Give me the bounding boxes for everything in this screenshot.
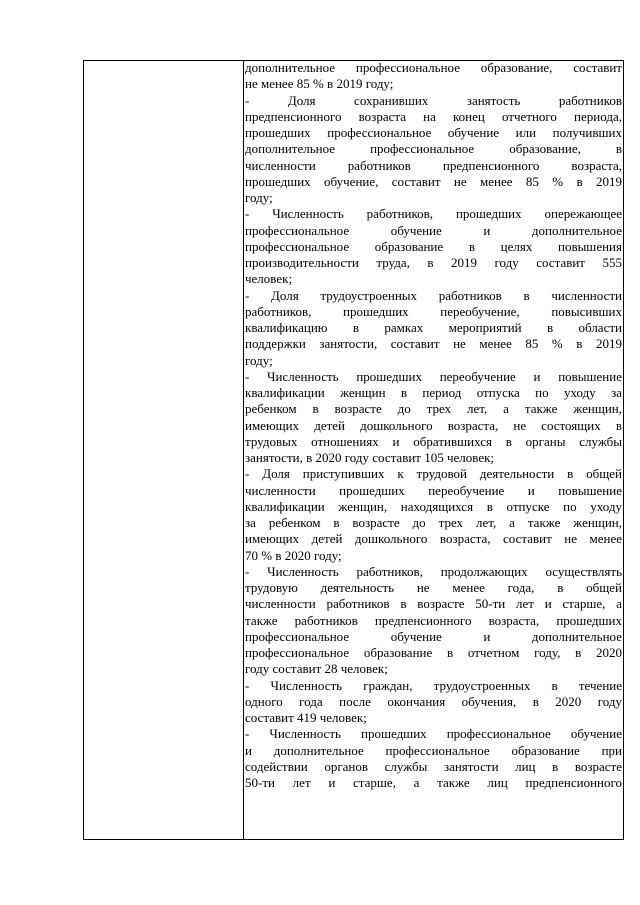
text-line: профессиональное обучение и дополнительное (245, 628, 622, 644)
text-line: 70 % в 2020 году; (245, 547, 342, 563)
text-line: квалификации женщин в период отпуска по уходу за (245, 385, 622, 400)
text-line: - Численность граждан, трудоустроенных в течение (245, 677, 622, 693)
text-line: не менее 85 % в 2019 году; (245, 76, 394, 92)
text-line: году; (245, 190, 273, 205)
text-line: прошедших профессиональное обучение или получивших (245, 125, 622, 140)
text-line: имеющих детей дошкольного возраста, составит не менее (245, 531, 622, 547)
text-line: - Численность прошедших переобучение и повышение (245, 368, 622, 384)
text-line: производительности труда, в 2019 году составит 555 (245, 255, 622, 270)
table-cell-left (84, 61, 243, 839)
text-line: - Численность прошедших профессиональное обучение (245, 726, 622, 742)
text-line: за ребенком в возрасте до трех лет, а также женщин, (245, 515, 622, 530)
table (83, 60, 624, 840)
text-line: также работников предпенсионного возраста, прошедших (245, 612, 622, 628)
text-line: поддержки занятости, составит не менее 85 % в 2019 (245, 336, 622, 352)
text-line: составит 419 человек; (245, 710, 367, 725)
text-line: квалификации женщин, находящихся в отпуске по уходу (245, 498, 622, 514)
text-line: ребенком в возрасте до трех лет, а также женщин, (245, 401, 622, 417)
text-line: - Доля сохранивших занятость работников (245, 92, 622, 108)
text-line: профессиональное образование в целях повышения (245, 238, 622, 254)
text-line: - Доля трудоустроенных работников в численности (245, 287, 622, 303)
text-line: профессиональное обучение и дополнительное (245, 222, 622, 238)
text-line: занятости, в 2020 году составит 105 человек; (245, 450, 495, 465)
text-line: - Численность работников, продолжающих осуществлять (245, 563, 622, 579)
text-line: численности работников предпенсионного возраста, (245, 157, 622, 173)
text-line: трудовых отношениях и обратившихся в органы службы (245, 433, 622, 449)
text-line: квалификацию в рамках мероприятий в области (245, 320, 622, 335)
text-line: трудовую деятельность не менее года, в общей (245, 580, 622, 595)
column-divider (243, 61, 244, 839)
text-line: численности прошедших переобучение и повышение (245, 482, 622, 498)
text-line: имеющих детей дошкольного возраста, не состоящих в (245, 417, 622, 433)
text-line: человек; (245, 271, 293, 287)
text-line: дополнительное профессиональное образование, в (245, 141, 622, 157)
text-line: предпенсионного возраста на конец отчетного периода, (245, 108, 622, 124)
text-line: и дополнительное профессиональное образование при (245, 742, 622, 758)
text-line: дополнительное профессиональное образование, составит (245, 60, 622, 75)
text-line: году составит 28 человек; (245, 661, 388, 677)
text-line: - Численность работников, прошедших опережающее (245, 206, 622, 222)
text-line: - Доля приступивших к трудовой деятельности в общей (245, 466, 622, 482)
text-line: году; (245, 352, 273, 368)
text-line: содействии органов службы занятости лиц в возрасте (245, 758, 622, 774)
text-line: численности работников в возрасте 50-ти лет и старше, а (245, 596, 622, 612)
text-line: профессиональное образование в отчетном году, в 2020 (245, 645, 622, 660)
table-cell-right (245, 60, 622, 841)
text-line: 50-ти лет и старше, а также лиц предпенсионного (245, 775, 622, 790)
text-line: одного года после окончания обучения, в 2020 году (245, 693, 622, 709)
text-line: работников, прошедших переобучение, повысивших (245, 303, 622, 319)
text-line: прошедших обучение, составит не менее 85 % в 2019 (245, 173, 622, 189)
